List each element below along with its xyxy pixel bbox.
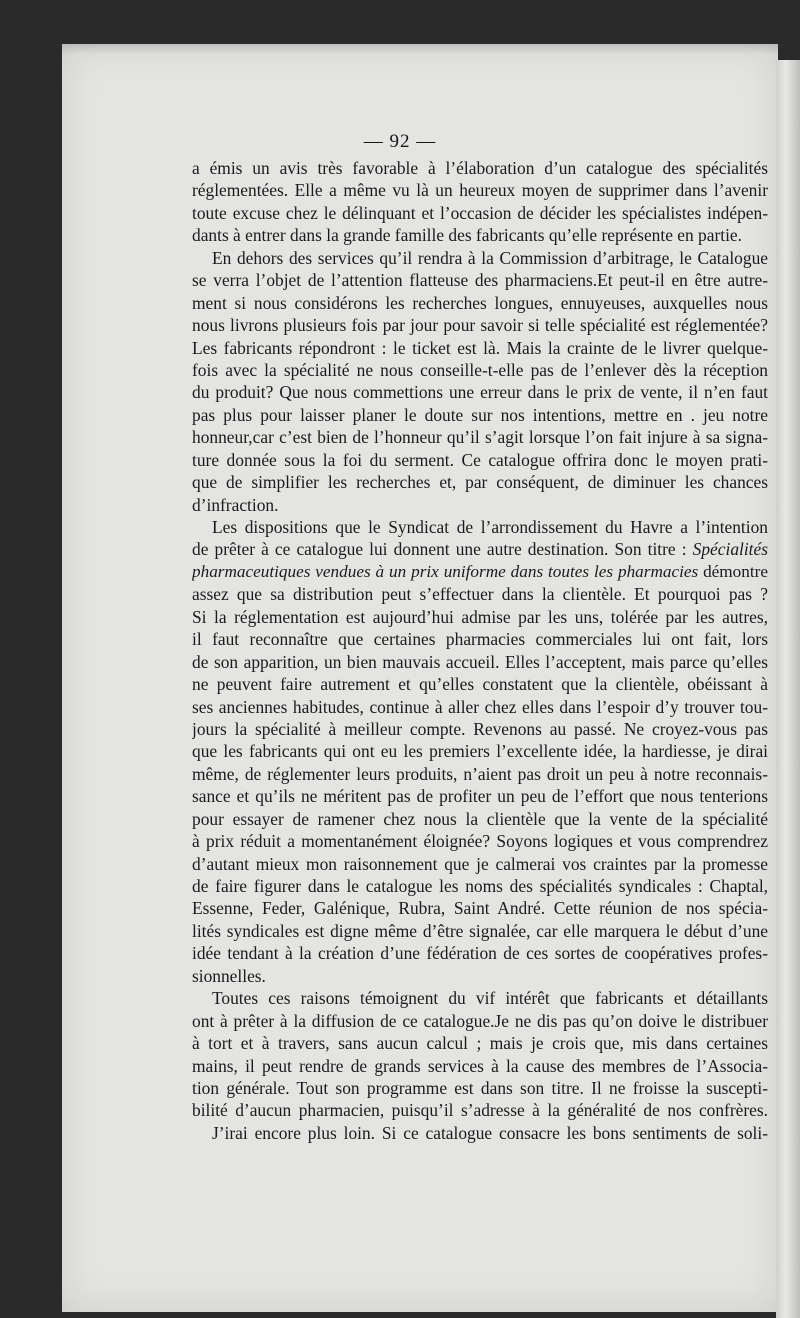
text-line: jours la spécialité à meilleur compte. Revenons au passé. Ne croyez-vous pas [192, 718, 768, 739]
text-line: de faire figurer dans le catalogue les noms des spécialités syndicales : Chaptal, [192, 876, 768, 896]
paragraph-start-line: En dehors des services qu’il rendra à la Commission d’arbitrage, le Catalogue [212, 247, 768, 268]
page-number: — 92 — [363, 131, 437, 152]
text-line: même, de réglementer leurs produits, n’aient pas droit un peu à notre reconnais- [192, 763, 768, 784]
text-line: que les fabricants qui ont eu les premiers l’excellente idée, la hardiesse, je dirai [192, 741, 768, 762]
body-text [192, 157, 768, 1144]
text-line: pharmaceutiques vendues à un prix uniforme dans toutes les pharmacies démontre [192, 561, 768, 581]
text-line: ont à prêter à la diffusion de ce catalogue.Je ne dis pas qu’on doive le distribuer [192, 1010, 768, 1031]
text-line: pour essayer de ramener chez nous la clientèle que la vente de la spécialité [192, 808, 768, 829]
text-line: d’autant mieux mon raisonnement que je calmerai vos craintes par la promesse [192, 853, 768, 874]
text-line: Si la réglementation est aujourd’hui admise par les uns, tolérée par les autres, [192, 606, 768, 627]
page-edge [776, 60, 800, 1318]
text-line: bilité d’aucun pharmacien, puisqu’il s’adresse à la généralité de nos confrères. [192, 1100, 768, 1121]
paragraph-start-line: Les dispositions que le Syndicat de l’arrondissement du Havre a l’intention [212, 517, 768, 537]
text-line: ses anciennes habitudes, continue à aller chez elles dans l’espoir d’y trouver tou- [192, 696, 768, 717]
text-line: que de simplifier les recherches et, par conséquent, de diminuer les chances [192, 472, 768, 493]
text-line: tion générale. Tout son programme est dans son titre. Il ne froisse la suscepti- [192, 1077, 768, 1098]
text-line: du produit? Que nous commettions une erreur dans le prix de vente, il n’en faut [192, 382, 768, 403]
italic-title-start: Spécialités [692, 539, 768, 560]
text-line: réglementées. Elle a même vu là un heureux moyen de supprimer dans l’avenir [192, 180, 768, 201]
text-line: il faut reconnaître que certaines pharmacies commerciales lui ont fait, lors [192, 629, 768, 650]
text-line: a émis un avis très favorable à l’élaboration d’un catalogue des spécialités [192, 158, 768, 178]
text-line: assez que sa distribution peut s’effectuer dans la clientèle. Et pourquoi pas ? [192, 584, 768, 605]
text-line: nous livrons plusieurs fois par jour pour savoir si telle spécialité est réglementée? [192, 315, 768, 336]
text-line: Les fabricants répondront : le ticket est là. Mais la crainte de le livrer quelque- [192, 337, 768, 358]
text-line: lités syndicales est digne même d’être signalée, car elle marquera le début d’une [192, 920, 768, 941]
paragraph-start-line: Toutes ces raisons témoignent du vif intérêt que fabricants et détaillants [212, 988, 768, 1009]
text-line: de prêter à ce catalogue lui donnent une autre destination. Son titre : Spécialités [192, 539, 768, 560]
text-line: ne peuvent faire autrement et qu’elles constatent que la clientèle, obéissant à [192, 674, 768, 695]
text-line: sance et qu’ils ne méritent pas de profiter un peu de l’effort que nous tenterions [192, 786, 768, 807]
text-line: se verra l’objet de l’attention flatteuse des pharmaciens.Et peut-il en être autre- [192, 270, 768, 291]
paragraph-start-line: J’irai encore plus loin. Si ce catalogue consacre les bons sentiments de soli- [212, 1122, 768, 1143]
text-line: ment si nous considérons les recherches longues, ennuyeuses, auxquelles nous [192, 292, 768, 313]
text-line: d’infraction. [192, 494, 279, 515]
page-top-shadow [62, 44, 778, 54]
text-line: ture donnée sous la foi du serment. Ce catalogue offrira donc le moyen prati- [192, 449, 768, 470]
text-line: mains, il peut rendre de grands services à la cause des membres de l’Associa- [192, 1055, 768, 1076]
text-line: toute excuse chez le délinquant et l’occasion de décider les spécialistes indépen- [192, 202, 768, 223]
text-line: à prix réduit a momentanément éloignée? Soyons logiques et vous comprendrez [192, 831, 768, 852]
text-line: dants à entrer dans la grande famille des fabricants qu’elle représente en partie. [192, 225, 742, 246]
text-line: fois avec la spécialité ne nous conseille-t-elle pas de l’enlever dès la réception [192, 359, 768, 380]
text-line: de son apparition, un bien mauvais accueil. Elles l’acceptent, mais parce qu’elles [192, 651, 768, 672]
text-line: pas plus pour laisser planer le doute sur nos intentions, mettre en . jeu notre [192, 404, 768, 425]
text-line: Essenne, Feder, Galénique, Rubra, Saint André. Cette réunion de nos spécia- [192, 898, 768, 919]
italic-title: pharmaceutiques vendues à un prix uniforme dans toutes les pharmacies [192, 561, 699, 581]
text-line: idée tendant à la création d’une fédération de ces sortes de coopératives profes- [192, 943, 768, 964]
text-line: sionnelles. [192, 965, 266, 986]
text-line: honneur,car c’est bien de l’honneur qu’il s’agit lorsque l’on fait injure à sa signa- [192, 427, 768, 448]
text-line: à tort et à travers, sans aucun calcul ; mais je crois que, mis dans certaines [192, 1033, 768, 1054]
